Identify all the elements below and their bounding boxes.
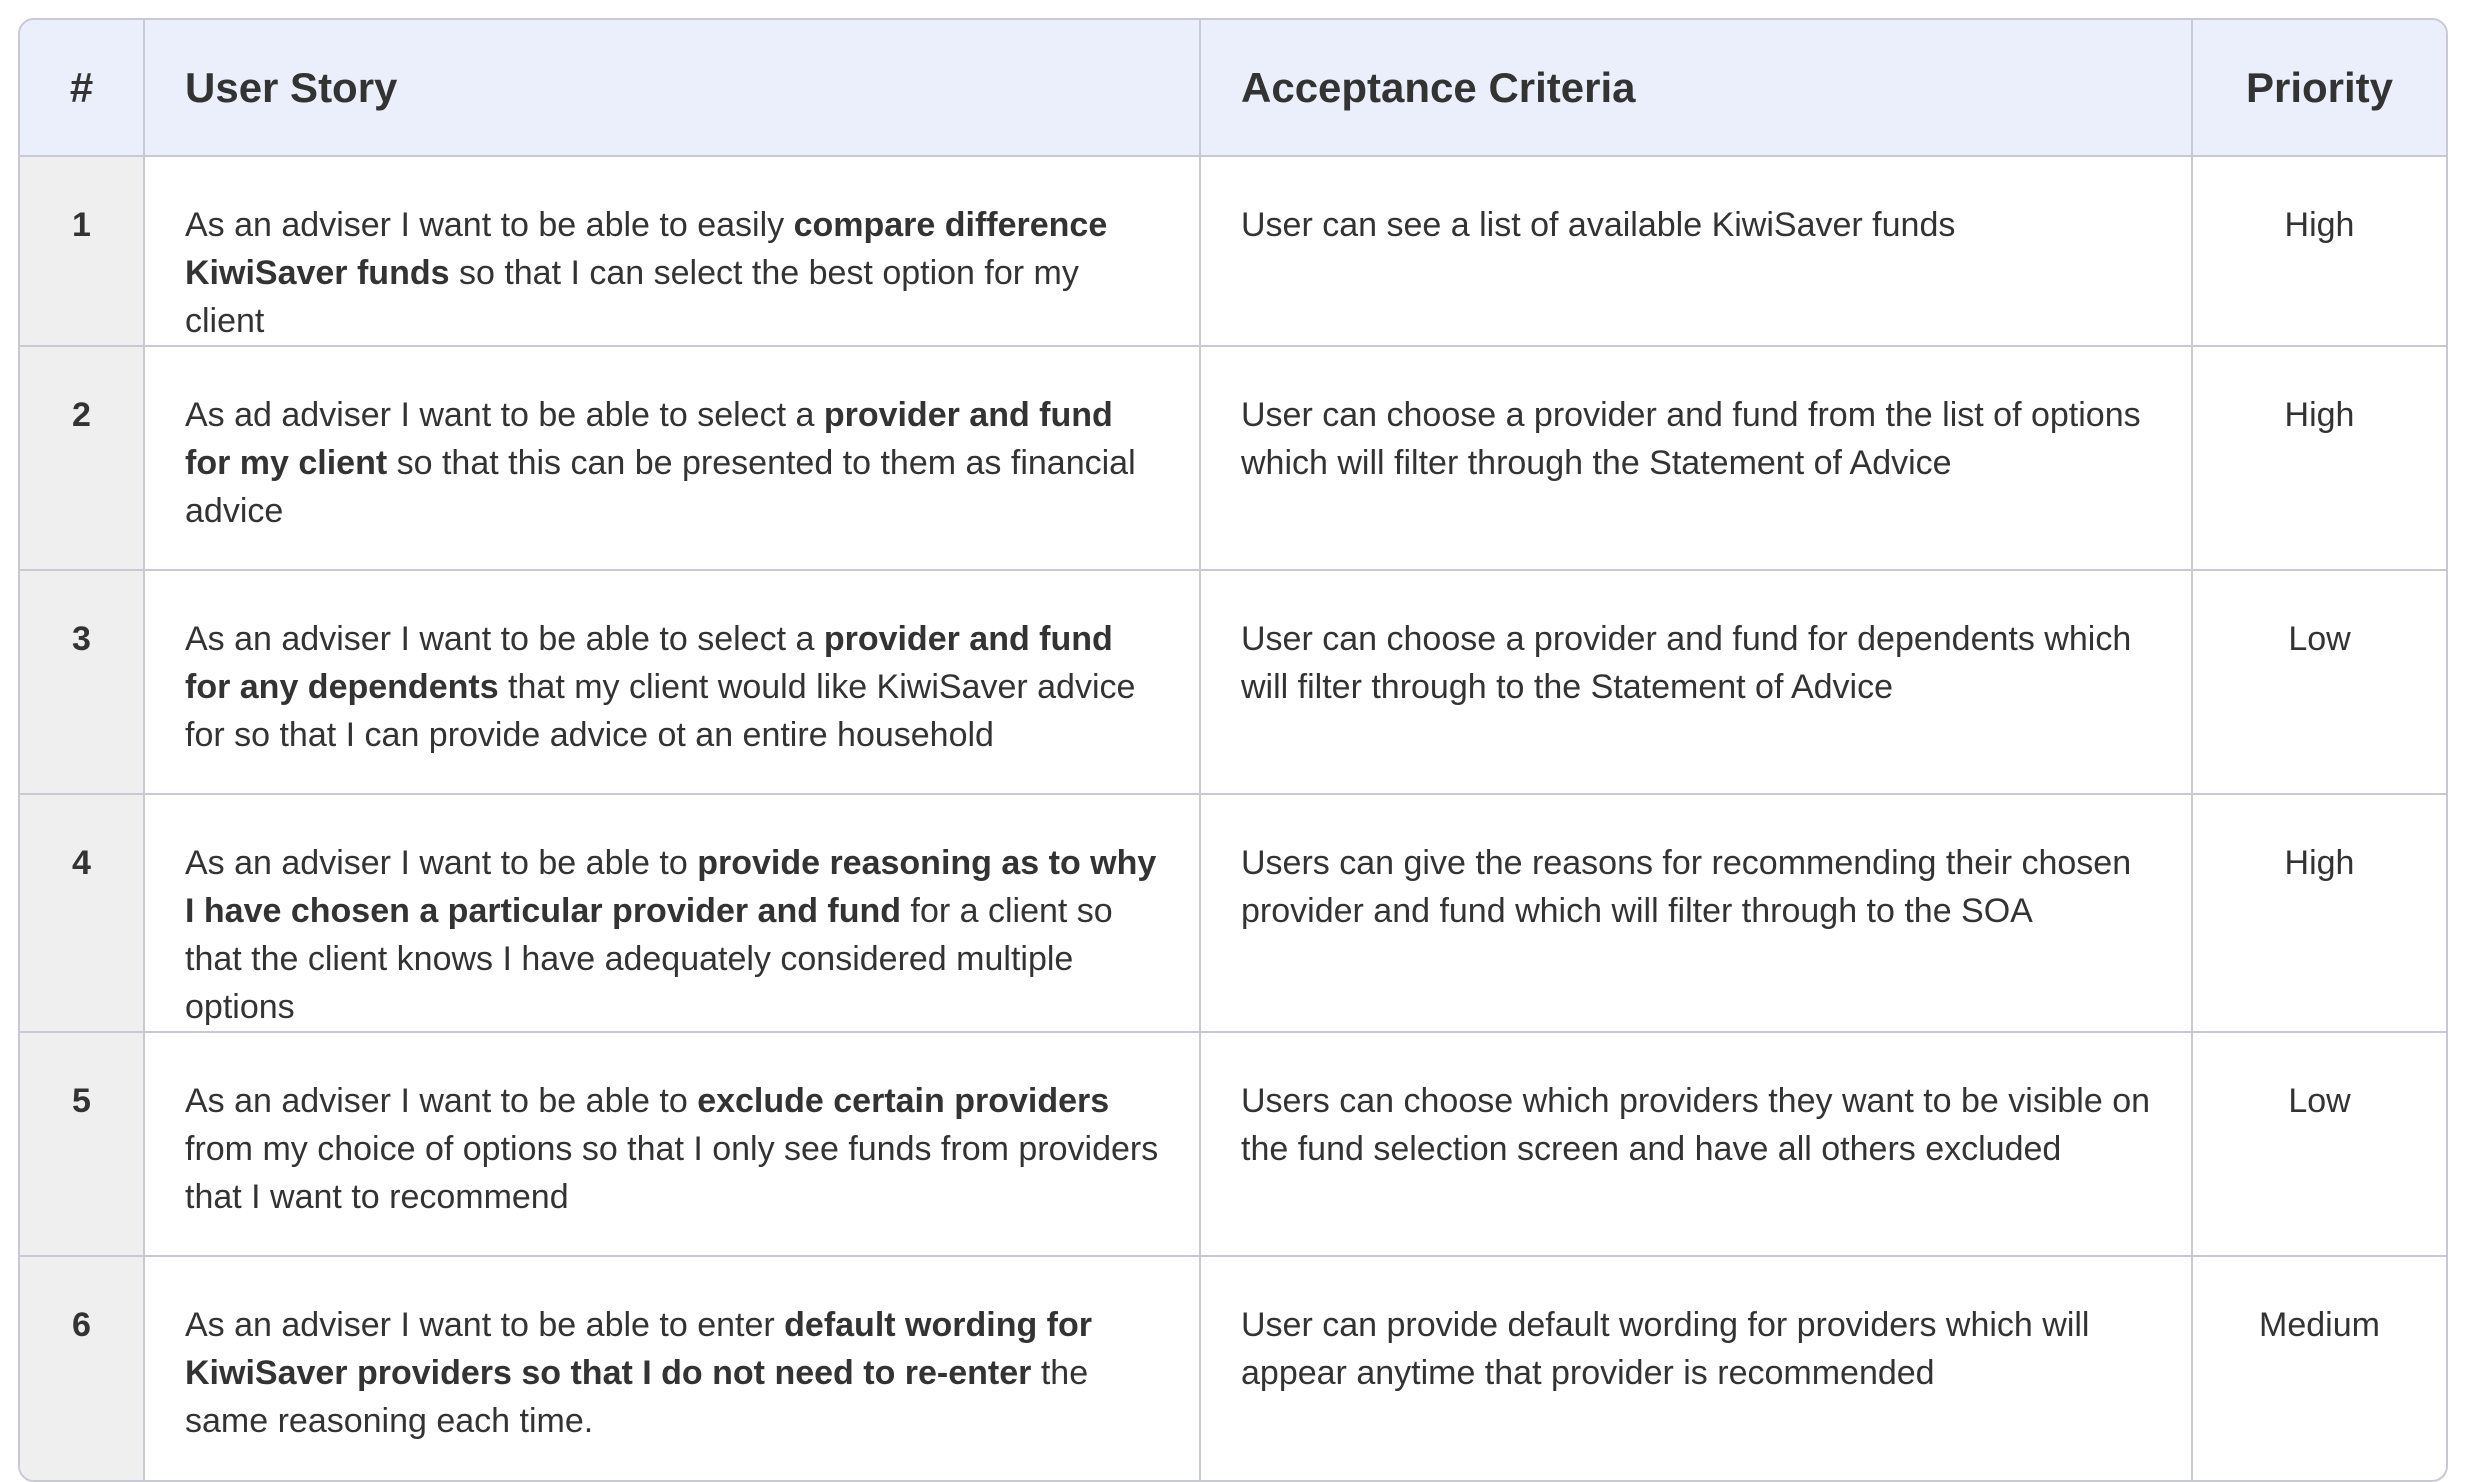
table-header — [20, 20, 2446, 156]
row-number: 1 — [20, 156, 144, 346]
table-row — [20, 1032, 2446, 1256]
row-number: 5 — [20, 1032, 144, 1256]
user-story-cell — [144, 794, 1200, 1032]
acceptance-criteria-cell: User can see a list of available KiwiSaver funds — [1200, 156, 2192, 346]
table-row — [20, 570, 2446, 794]
story-text: As an adviser I want to be able to easily — [185, 206, 794, 244]
story-text: for a client so that the client knows I have adequately considered multiple options — [185, 892, 1113, 1026]
header-user-story: User Story — [144, 20, 1200, 156]
priority-cell: High — [2192, 346, 2446, 570]
user-story-cell — [144, 346, 1200, 570]
story-emphasis: default wording for KiwiSaver providers so that I do not need to re-enter — [185, 1306, 1092, 1392]
acceptance-criteria-cell: User can provide default wording for providers which will appear anytime that provider is recommended — [1200, 1256, 2192, 1480]
header-row — [20, 20, 2446, 156]
story-emphasis: provider and fund for any dependents — [185, 620, 1113, 706]
story-text: from my choice of options so that I only see funds from providers that I want to recommend — [185, 1130, 1159, 1216]
story-emphasis: compare difference KiwiSaver funds — [185, 206, 1108, 292]
story-text: As an adviser I want to be able to enter — [185, 1306, 785, 1344]
story-text: so that this can be presented to them as financial advice — [185, 444, 1136, 530]
table-row — [20, 156, 2446, 346]
story-text: As ad adviser I want to be able to select a — [185, 396, 824, 434]
header-priority: Priority — [2192, 20, 2446, 156]
acceptance-criteria-cell: Users can give the reasons for recommending their chosen provider and fund which will filter through to the SOA — [1200, 794, 2192, 1032]
priority-cell: Low — [2192, 1032, 2446, 1256]
story-emphasis: provider and fund for my client — [185, 396, 1113, 482]
priority-cell: High — [2192, 156, 2446, 346]
user-stories-table — [18, 18, 2448, 1482]
table-row — [20, 346, 2446, 570]
priority-cell: Low — [2192, 570, 2446, 794]
header-acceptance-criteria: Acceptance Criteria — [1200, 20, 2192, 156]
user-story-cell — [144, 1032, 1200, 1256]
story-emphasis: provide reasoning as to why I have chosen a particular provider and fund — [185, 844, 1157, 930]
story-text: that my client would like KiwiSaver advice for so that I can provide advice ot an entire household — [185, 668, 1136, 754]
story-text: As an adviser I want to be able to select a — [185, 620, 824, 658]
acceptance-criteria-cell: User can choose a provider and fund for dependents which will filter through to the Statement of Advice — [1200, 570, 2192, 794]
table — [20, 20, 2446, 1480]
row-number: 4 — [20, 794, 144, 1032]
story-emphasis: exclude certain providers — [697, 1082, 1110, 1120]
acceptance-criteria-cell: User can choose a provider and fund from the list of options which will filter through the Statement of Advice — [1200, 346, 2192, 570]
priority-cell: High — [2192, 794, 2446, 1032]
user-story-cell — [144, 1256, 1200, 1480]
header-number: # — [20, 20, 144, 156]
row-number: 2 — [20, 346, 144, 570]
row-number: 6 — [20, 1256, 144, 1480]
story-text: As an adviser I want to be able to — [185, 844, 698, 882]
story-text: the same reasoning each time. — [185, 1354, 1089, 1440]
table-row — [20, 1256, 2446, 1480]
user-story-cell — [144, 570, 1200, 794]
story-text: As an adviser I want to be able to — [185, 1082, 698, 1120]
story-text: so that I can select the best option for my client — [185, 254, 1079, 340]
table-body — [20, 156, 2446, 1480]
user-story-cell — [144, 156, 1200, 346]
acceptance-criteria-cell: Users can choose which providers they want to be visible on the fund selection screen and have all others excluded — [1200, 1032, 2192, 1256]
table-row — [20, 794, 2446, 1032]
row-number: 3 — [20, 570, 144, 794]
priority-cell: Medium — [2259, 1306, 2380, 1344]
